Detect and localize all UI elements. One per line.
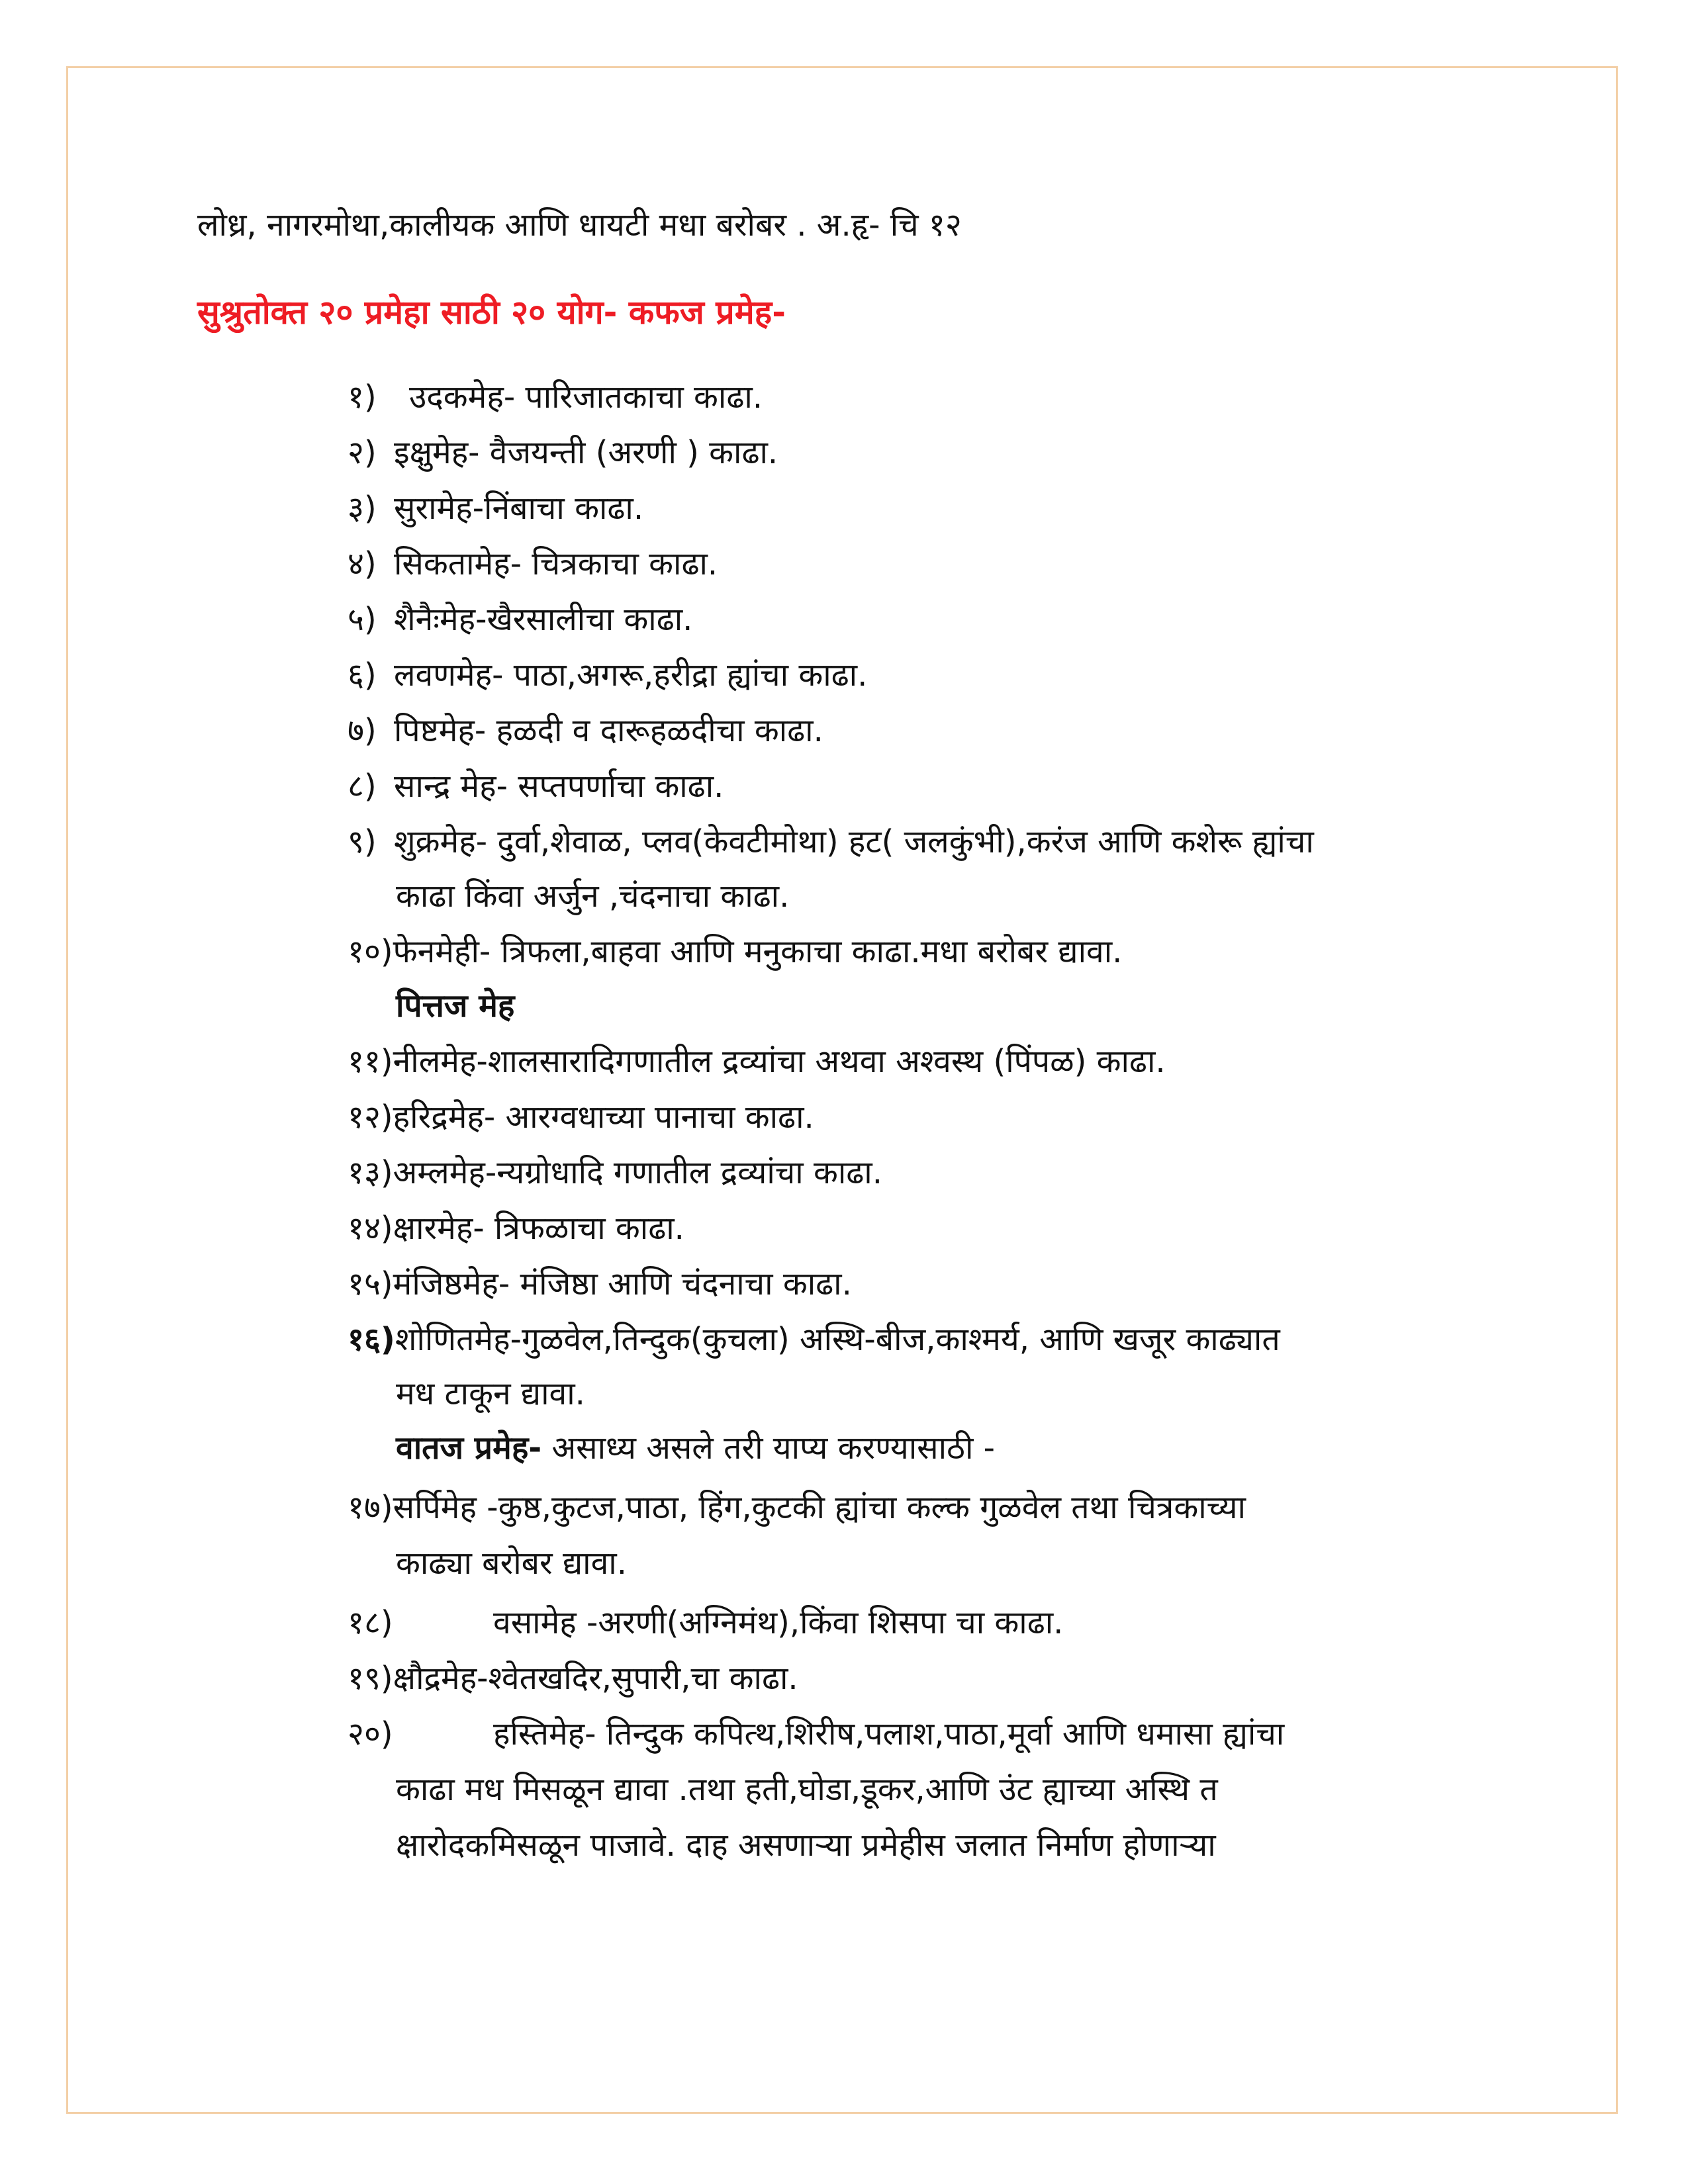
item-number: २०) xyxy=(348,1715,393,1752)
vata-heading xyxy=(396,1427,995,1469)
item-text: शैनैःमेह-खैरसालीचा काढा. xyxy=(394,601,693,638)
list-item xyxy=(348,1263,852,1305)
item-text: सर्पिमेह -कुष्ठ,कुटज,पाठा, हिंग,कुटकी ह्यांचा कल्क गुळवेल तथा चित्रकाच्या xyxy=(393,1489,1246,1526)
list-item xyxy=(348,1207,684,1250)
item-text: उदकमेह- पारिजातकाचा काढा. xyxy=(409,379,763,416)
list-item xyxy=(348,1486,1246,1529)
item-text: क्षारमेह- त्रिफळाचा काढा. xyxy=(393,1210,684,1247)
list-item xyxy=(348,487,643,529)
item-number: ३) xyxy=(348,490,377,527)
list-item xyxy=(348,432,778,474)
item-number: १७) xyxy=(348,1489,393,1526)
item-number: २) xyxy=(348,434,377,471)
item-text: इक्षुमेह- वैजयन्ती (अरणी ) काढा. xyxy=(394,434,778,471)
item-text: क्षौद्रमेह-श्वेतखदिर,सुपारी,चा काढा. xyxy=(393,1660,798,1697)
list-item xyxy=(348,821,1314,863)
item-text: फेनमेही- त्रिफला,बाहवा आणि मनुकाचा काढा.मधा बरोबर द्यावा. xyxy=(393,933,1123,970)
item-number: १४) xyxy=(348,1210,393,1247)
item-text: पिष्टमेह- हळदी व दारूहळदीचा काढा. xyxy=(394,712,823,749)
item-text: नीलमेह-शालसारादिगणातील द्रव्यांचा अथवा अश्वस्थ (पिंपळ) काढा. xyxy=(393,1043,1166,1080)
list-item xyxy=(348,1040,1166,1083)
list-item xyxy=(348,931,1122,973)
list-item-continuation: मध टाकून द्यावा. xyxy=(396,1375,585,1412)
item-number: ५) xyxy=(348,601,377,638)
item-number: १२) xyxy=(348,1099,393,1136)
list-item xyxy=(348,1152,882,1194)
item-text: सान्द्र मेह- सप्तपर्णाचा काढा. xyxy=(394,768,724,805)
item-number: १९) xyxy=(348,1660,393,1697)
intro-line: लोध्र, नागरमोथा,कालीयक आणि धायटी मधा बरोबर . अ.हृ- चि १२ xyxy=(197,206,962,244)
section-heading: सुश्रुतोक्त २० प्रमेहा साठी २० योग- कफज प्रमेह- xyxy=(197,293,786,332)
list-item xyxy=(348,543,718,585)
item-text: शोणितमेह-गुळवेल,तिन्दुक(कुचला) अस्थि-बीज,काश्मर्य, आणि खजूर काढ्यात xyxy=(395,1321,1280,1358)
list-item xyxy=(348,1657,798,1700)
list-item xyxy=(348,709,823,752)
item-number: ११) xyxy=(348,1043,393,1080)
item-text: मंजिष्ठमेह- मंजिष्ठा आणि चंदनाचा काढा. xyxy=(393,1265,852,1302)
vata-heading-label: वातज प्रमेह- xyxy=(396,1430,542,1467)
item-number: १६) xyxy=(348,1321,395,1358)
vata-heading-note: असाध्य असले तरी याप्य करण्यासाठी - xyxy=(541,1430,995,1467)
item-number: १०) xyxy=(348,933,393,970)
pitta-heading: पित्तज मेह xyxy=(396,987,515,1024)
list-item xyxy=(348,598,692,641)
item-text: सिकतामेह- चित्रकाचा काढा. xyxy=(394,545,718,582)
item-text: हरिद्रमेह- आरग्वधाच्या पानाचा काढा. xyxy=(393,1099,814,1136)
item-text: वसामेह -अरणी(अग्निमंथ),किंवा शिसपा चा काढा. xyxy=(493,1604,1064,1641)
item-text: लवणमेह- पाठा,अगरू,हरीद्रा ह्यांचा काढा. xyxy=(394,657,868,694)
list-item-continuation: क्षारोदकमिसळून पाजावे. दाह असणाऱ्या प्रमेहीस जलात निर्माण होणाऱ्या xyxy=(396,1827,1216,1864)
item-number: १५) xyxy=(348,1265,393,1302)
list-item xyxy=(348,654,867,696)
item-text: अम्लमेह-न्यग्रोधादि गणातील द्रव्यांचा काढा. xyxy=(393,1154,882,1191)
item-number: ८) xyxy=(348,768,377,805)
list-item xyxy=(348,1713,1284,1755)
item-number: ७) xyxy=(348,712,377,749)
item-number: १) xyxy=(348,379,377,416)
item-text: शुक्रमेह- दुर्वा,शेवाळ, प्लव(केवटीमोथा) हट( जलकुंभी),करंज आणि कशेरू ह्यांचा xyxy=(394,823,1314,860)
item-number: १३) xyxy=(348,1154,393,1191)
item-number: ९) xyxy=(348,823,377,860)
list-item xyxy=(348,1096,814,1138)
item-text: हस्तिमेह- तिन्दुक कपित्थ,शिरीष,पलाश,पाठा,मूर्वा आणि धमासा ह्यांचा xyxy=(493,1715,1285,1752)
list-item-continuation: काढा मध मिसळून द्यावा .तथा हती,घोडा,डूकर,आणि उंट ह्याच्या अस्थि त xyxy=(396,1771,1218,1808)
list-item xyxy=(348,1602,1063,1644)
list-item xyxy=(348,376,763,418)
list-item xyxy=(348,765,724,807)
list-item-continuation: काढ्या बरोबर द्यावा. xyxy=(396,1545,627,1582)
item-text: सुरामेह-निंबाचा काढा. xyxy=(394,490,644,527)
list-item xyxy=(348,1318,1280,1361)
item-number: १८) xyxy=(348,1604,393,1641)
item-number: ६) xyxy=(348,657,377,694)
item-number: ४) xyxy=(348,545,377,582)
list-item-continuation: काढा किंवा अर्जुन ,चंदनाचा काढा. xyxy=(396,878,790,915)
